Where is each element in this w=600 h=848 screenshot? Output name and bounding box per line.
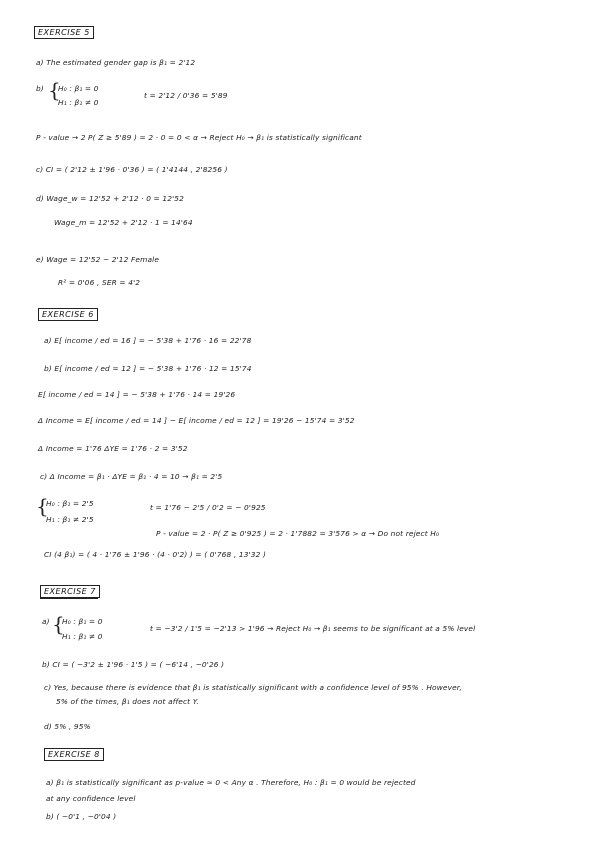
- ex7-part-a-label: a): [42, 617, 50, 626]
- brace-icon: {: [36, 494, 49, 518]
- exercise-5-title: EXERCISE 5: [34, 26, 94, 39]
- ex6-pvalue: P - value = 2 · P( Z ≥ 0'925 ) = 2 · 1'7882 = 3'576 > α → Do not reject H₀: [156, 529, 440, 538]
- exercise-8-title: EXERCISE 8: [44, 748, 104, 761]
- exercise-6-title: EXERCISE 6: [38, 308, 98, 321]
- ex8-part-a-2: at any confidence level: [46, 794, 136, 803]
- brace-icon: {: [48, 78, 61, 102]
- ex5-part-b-label: b): [36, 84, 44, 93]
- ex7-h0: H₀ : β₁ = 0: [62, 617, 103, 626]
- ex7-part-d: d) 5% , 95%: [44, 722, 91, 731]
- ex5-r2-ser: R² = 0'06 , SER = 4'2: [58, 278, 141, 287]
- ex5-part-e: e) Wage = 12'52 − 2'12 Female: [36, 255, 160, 264]
- ex7-part-c-1: c) Yes, because there is evidence that β₁ is statistically significant with a confidence level of 95% . However,: [44, 683, 462, 692]
- exercise-7-title: EXERCISE 7: [40, 585, 100, 598]
- ex6-part-b-12: b) E[ income / ed = 12 ] = − 5'38 + 1'76 · 12 = 15'74: [44, 364, 252, 373]
- ex6-part-a: a) E[ income / ed = 16 ] = − 5'38 + 1'76 · 16 = 22'78: [44, 336, 252, 345]
- ex5-h0: H₀ : β₁ = 0: [58, 84, 99, 93]
- ex5-part-a: a) The estimated gender gap is β₁ = 2'12: [36, 58, 196, 67]
- ex6-part-b-14: E[ income / ed = 14 ] = − 5'38 + 1'76 · 14 = 19'26: [38, 390, 236, 399]
- title-underline: [40, 598, 98, 599]
- ex5-part-d-women: d) Wage_w = 12'52 + 2'12 · 0 = 12'52: [36, 194, 184, 203]
- ex6-h1: H₁ : β₁ ≠ 2'5: [46, 515, 94, 524]
- brace-icon: {: [52, 612, 65, 636]
- ex8-part-b: b) ( −0'1 , −0'04 ): [46, 812, 117, 821]
- ex5-pvalue: P - value → 2 P( Z ≥ 5'89 ) = 2 · 0 = 0 < α → Reject H₀ → β₁ is statistically significant: [36, 133, 362, 142]
- ex6-ci: CI (4 β₁) = ( 4 · 1'76 ± 1'96 · (4 · 0'2) ) = ( 0'768 , 13'32 ): [44, 550, 266, 559]
- ex6-delta-income-2: Δ Income = 1'76 ΔYE = 1'76 · 2 = 3'52: [38, 444, 188, 453]
- ex5-h1: H₁ : β₁ ≠ 0: [58, 98, 99, 107]
- ex6-t-stat: t = 1'76 − 2'5 / 0'2 = − 0'925: [150, 503, 266, 512]
- ex5-t-stat: t = 2'12 / 0'36 = 5'89: [144, 91, 228, 100]
- ex6-part-c: c) Δ Income = β₁ · ΔYE = β₁ · 4 = 10 → β₁ = 2'5: [40, 472, 223, 481]
- ex6-delta-income-1: Δ Income = E[ income / ed = 14 ] − E[ income / ed = 12 ] = 19'26 − 15'74 = 3'52: [38, 416, 355, 425]
- ex7-h1: H₁ : β₁ ≠ 0: [62, 632, 103, 641]
- ex5-part-c: c) CI = ( 2'12 ± 1'96 · 0'36 ) = ( 1'4144 , 2'8256 ): [36, 165, 228, 174]
- ex5-part-d-men: Wage_m = 12'52 + 2'12 · 1 = 14'64: [54, 218, 193, 227]
- ex7-part-c-2: 5% of the times, β₁ does not affect Y.: [56, 697, 199, 706]
- ex7-t-stat: t = −3'2 / 1'5 = −2'13 > 1'96 → Reject H₀ → β₁ seems to be significant at a 5% level: [150, 624, 476, 633]
- ex6-h0: H₀ : β₁ = 2'5: [46, 499, 94, 508]
- ex7-part-b: b) CI = ( −3'2 ± 1'96 · 1'5 ) = ( −6'14 , −0'26 ): [42, 660, 225, 669]
- ex8-part-a-1: a) β₁ is statistically significant as p-value ≈ 0 < Any α . Therefore, H₀ : β₁ = 0 would be rejected: [46, 778, 416, 787]
